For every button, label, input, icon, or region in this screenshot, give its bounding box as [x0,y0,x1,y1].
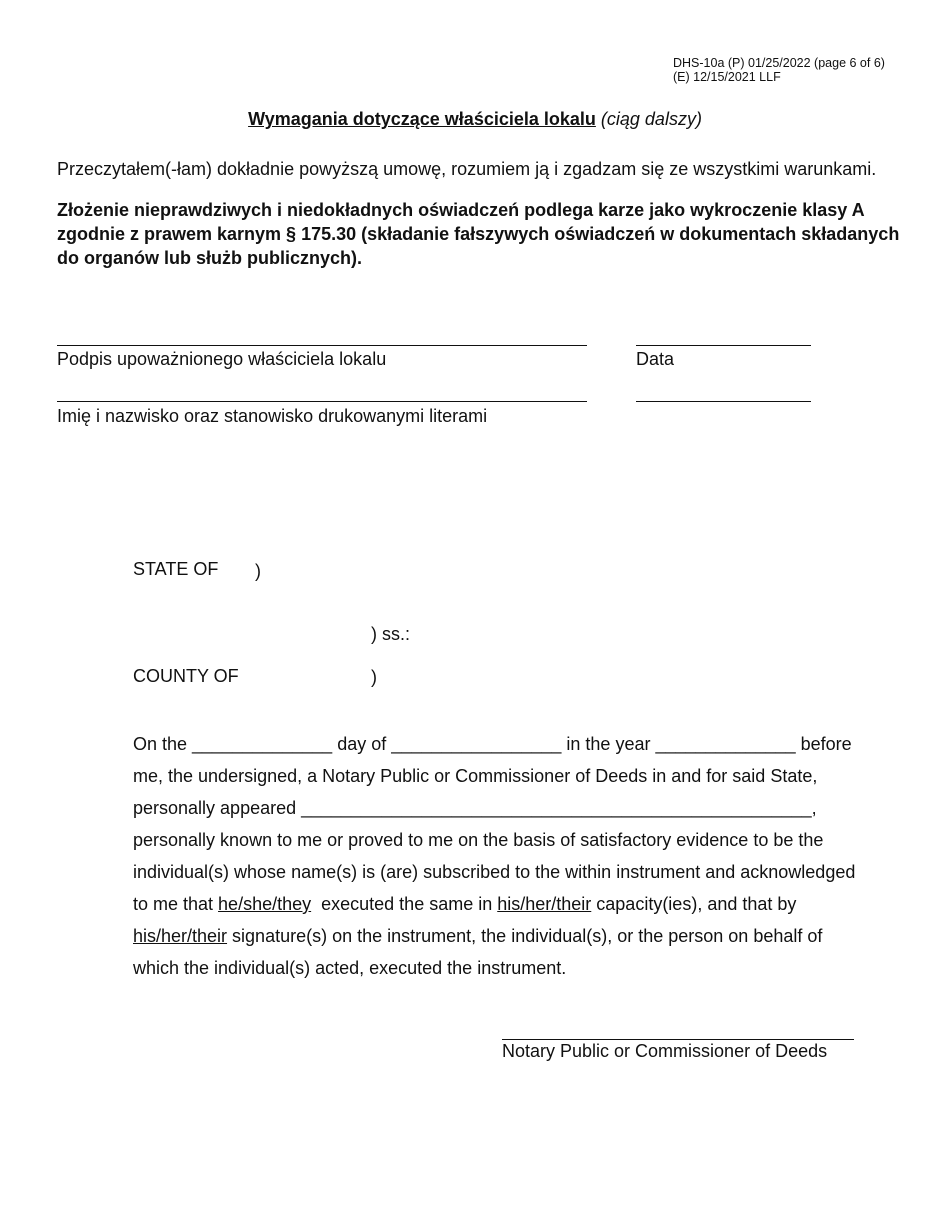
page-title [0,109,950,130]
ack-line-6-a: to me that [133,894,219,914]
form-id-line-1: DHS-10a (P) 01/25/2022 (page 6 of 6) [673,56,885,70]
pronoun-possessive-2: his/her/their [133,926,228,946]
signature-label: Podpis upoważnionego właściciela lokalu [57,349,387,369]
ack-line-4: personally known to me or proved to me on the basis of satisfactory evidence to be the [133,830,824,850]
notary-signature-label: Notary Public or Commissioner of Deeds [502,1041,828,1061]
ss-label: ) ss.: [371,624,410,644]
state-paren: ) [255,561,261,581]
pronoun-subject: he/she/they [218,894,312,914]
notary-signature-line[interactable] [502,1039,854,1040]
ack-line-6-c: executed the same in [311,894,498,914]
ack-line-3: personally appeared ___________________________________________________, [133,798,817,818]
notary-acknowledgment [133,728,893,984]
ack-line-7 [133,920,893,952]
title-continued: (ciąg dalszy) [600,109,702,129]
date-label: Data [636,349,675,369]
date-line-2[interactable] [636,401,811,402]
form-id [673,56,885,84]
title-main: Wymagania dotyczące właściciela lokalu [248,109,596,129]
agreement-statement: Przeczytałem(-łam) dokładnie powyższą umowę, rozumiem ją i zgadzam się ze wszystkimi warunkami. [57,159,877,179]
signature-line[interactable] [57,345,587,346]
ack-line-6 [133,888,893,920]
pronoun-possessive: his/her/their [497,894,592,914]
county-paren: ) [371,667,377,687]
printed-name-label: Imię i nazwisko oraz stanowisko drukowanymi literami [57,406,488,426]
ack-line-7-b: signature(s) on the instrument, the individual(s), or the person on behalf of [227,926,823,946]
ack-line-1: On the ______________ day of _________________ in the year ______________ before [133,734,852,754]
ack-line-6-e: capacity(ies), and that by [591,894,797,914]
state-of-label: STATE OF [133,559,219,579]
printed-name-line[interactable] [57,401,587,402]
date-line[interactable] [636,345,811,346]
ack-line-5: individual(s) whose name(s) is (are) subscribed to the within instrument and acknowledged [133,862,856,882]
form-id-line-2: (E) 12/15/2021 LLF [673,70,781,84]
county-of-label: COUNTY OF [133,666,239,686]
penalty-statement: Złożenie nieprawdziwych i niedokładnych oświadczeń podlega karze jako wykroczenie klasy A zgodnie z prawem karnym § 175.30 (składanie fałszywych oświadczeń w dokumentach składanych do organów lub służb publicznych). [57,200,900,268]
ack-line-8: which the individual(s) acted, executed the instrument. [133,958,567,978]
ack-line-2: me, the undersigned, a Notary Public or Commissioner of Deeds in and for said State, [133,766,818,786]
